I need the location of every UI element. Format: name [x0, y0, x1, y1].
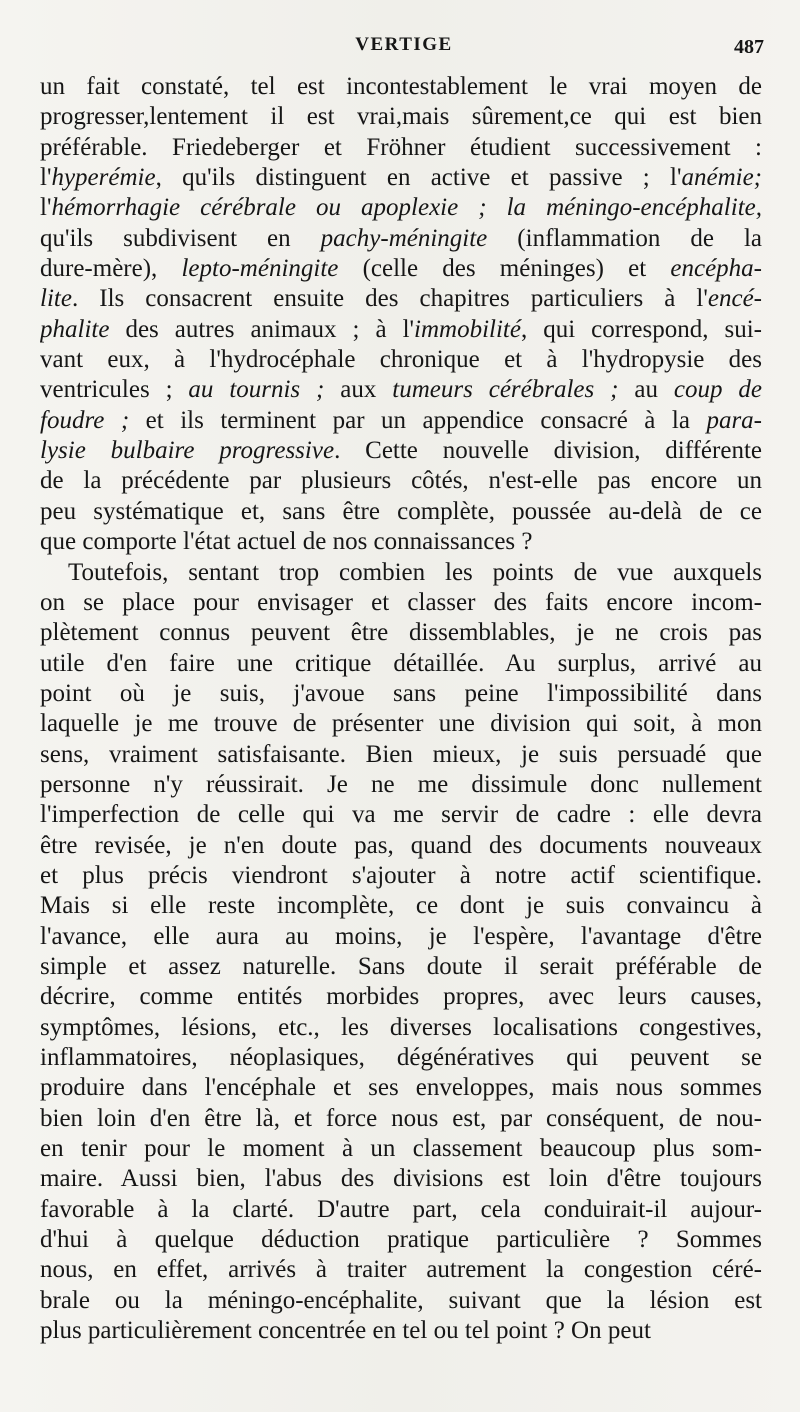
text-segment: point où je suis, j'avoue sans peine l'impossibilité dans: [40, 679, 762, 707]
text-segment: être revisée, je n'en doute pas, quand des documents nouveaux: [40, 831, 762, 859]
text-segment: . Cette nouvelle division, différente: [334, 437, 762, 465]
text-line: [40, 1073, 762, 1103]
text-segment: en tenir pour le moment à un classement beaucoup plus som-: [40, 1135, 762, 1163]
text-segment: Mais si elle reste incomplète, ce dont je suis convaincu à: [40, 892, 762, 920]
text-line: [40, 193, 762, 223]
text-segment: que comporte l'état actuel de nos connaissances ?: [40, 528, 533, 556]
text-line: [40, 1043, 762, 1073]
text-segment: au: [618, 376, 674, 404]
text-line: [40, 891, 762, 921]
text-segment: de la précédente par plusieurs côtés, n'est-elle pas encore un: [40, 467, 762, 495]
italic-text: foudre ;: [40, 406, 130, 434]
text-segment: sens, vraiment satisfaisante. Bien mieux, je suis persuadé que: [40, 740, 762, 768]
italic-text: tumeurs cérébrales ;: [392, 376, 619, 404]
italic-text: coup de: [673, 376, 762, 404]
text-line: [40, 800, 762, 830]
text-line: [40, 679, 762, 709]
text-line: [40, 102, 762, 132]
text-segment: . Ils consacrent ensuite des chapitres particuliers à l': [71, 285, 708, 313]
text-segment: laquelle je me trouve de présenter une division qui soit, à mon: [40, 710, 762, 738]
text-line: [40, 254, 762, 284]
running-title: VERTIGE: [355, 34, 453, 55]
text-line: [40, 72, 762, 102]
text-line: [40, 527, 762, 557]
italic-text: hémorrhagie cérébrale ou apoplexie ; la méningo-encéphalite,: [51, 194, 762, 222]
text-segment: (inflammation de la: [487, 224, 762, 252]
text-segment: simple et assez naturelle. Sans doute il serait préférable de: [40, 952, 762, 980]
text-line: [40, 163, 762, 193]
italic-text: encé-: [707, 285, 762, 313]
text-line: [40, 1255, 762, 1285]
text-segment: , qui correspond, sui-: [520, 315, 762, 343]
text-segment: l'avance, elle aura au moins, je l'espère, l'avantage d'être: [40, 922, 762, 950]
italic-text: lepto-méningite: [181, 255, 339, 283]
text-line: [40, 649, 762, 679]
text-line: [40, 1195, 762, 1225]
text-line: [40, 831, 762, 861]
text-segment: maire. Aussi bien, l'abus des divisions est loin d'être toujours: [40, 1165, 762, 1193]
text-segment: vant eux, à l'hydrocéphale chronique et à l'hydropysie des: [40, 346, 762, 374]
text-line: [40, 952, 762, 982]
text-segment: inflammatoires, néoplasiques, dégénératives qui peuvent se: [40, 1044, 762, 1071]
text-line: [40, 406, 762, 436]
text-segment: et plus précis viendront s'ajouter à notre actif scientifique.: [40, 861, 762, 889]
text-line: [40, 133, 762, 163]
text-line: [40, 1164, 762, 1194]
italic-text: para-: [706, 406, 762, 434]
text-line: [40, 375, 762, 405]
text-segment: aux: [324, 376, 393, 404]
text-segment: peu systématique et, sans être complète, poussée au-delà de ce: [40, 497, 762, 525]
text-segment: personne n'y réussirait. Je ne me dissimule donc nullement: [40, 770, 762, 798]
body-text: [40, 72, 762, 1346]
text-line: [40, 922, 762, 952]
text-segment: qu'ils subdivisent en: [40, 224, 321, 252]
text-segment: progresser,lentement il est vrai,mais sûrement,ce qui est bien: [40, 103, 762, 131]
text-segment: l': [40, 194, 52, 222]
text-segment: Toutefois, sentant trop combien les points de vue auxquels: [68, 558, 762, 586]
text-line: [40, 497, 762, 527]
page-number: 487: [734, 36, 764, 58]
text-segment: plus particulièrement concentrée en tel ou tel point ? On peut: [40, 1317, 651, 1345]
italic-text: phalite: [40, 315, 110, 343]
text-line: [40, 861, 762, 891]
text-segment: l': [40, 164, 52, 192]
text-line: [40, 224, 762, 254]
text-segment: symptômes, lésions, etc., les diverses localisations congestives,: [40, 1013, 762, 1041]
text-line: [40, 436, 762, 466]
text-line: [40, 588, 762, 618]
text-segment: bien loin d'en être là, et force nous est, par conséquent, de nou-: [40, 1104, 762, 1132]
text-segment: d'hui à quelque déduction pratique particulière ? Sommes: [40, 1226, 762, 1254]
text-line: [40, 770, 762, 800]
text-segment: ventricules ;: [40, 376, 189, 404]
italic-text: hyperémie: [51, 164, 156, 192]
text-segment: produire dans l'encéphale et ses enveloppes, mais nous sommes: [40, 1074, 762, 1102]
text-line: [40, 1225, 762, 1255]
italic-text: pachy-méningite: [320, 224, 488, 252]
text-line: [40, 709, 762, 739]
italic-text: lite: [40, 285, 72, 313]
text-line: [40, 1134, 762, 1164]
text-line: [40, 284, 762, 314]
text-segment: décrire, comme entités morbides propres, avec leurs causes,: [40, 983, 762, 1011]
text-segment: nous, en effet, arrivés à traiter autrement la congestion céré-: [40, 1256, 762, 1284]
italic-text: anémie;: [681, 164, 762, 192]
text-line: [40, 618, 762, 648]
text-segment: favorable à la clarté. D'autre part, cela conduirait-il aujour-: [40, 1195, 762, 1223]
text-segment: l'imperfection de celle qui va me servir de cadre : elle devra: [40, 801, 762, 829]
text-segment: un fait constaté, tel est incontestablement le vrai moyen de: [40, 73, 762, 100]
text-line: [40, 982, 762, 1012]
text-line: [40, 558, 762, 588]
text-segment: on se place pour envisager et classer des faits encore incom-: [40, 588, 762, 616]
text-line: [40, 1316, 762, 1346]
text-line: [40, 1286, 762, 1316]
text-line: [40, 1104, 762, 1134]
italic-text: encépha-: [670, 255, 762, 283]
text-segment: préférable. Friedeberger et Fröhner étudient successivement :: [40, 133, 762, 161]
running-head: [44, 34, 764, 58]
text-segment: et ils terminent par un appendice consacré à la: [129, 406, 707, 434]
text-line: [40, 466, 762, 496]
text-line: [40, 345, 762, 375]
text-line: [40, 315, 762, 345]
text-segment: brale ou la méningo-encéphalite, suivant que la lésion est: [40, 1286, 762, 1314]
italic-text: lysie bulbaire progressive: [40, 437, 335, 465]
text-segment: plètement connus peuvent être dissemblables, je ne crois pas: [40, 619, 762, 647]
text-line: [40, 1013, 762, 1043]
text-line: [40, 740, 762, 770]
italic-text: au tournis ;: [188, 376, 325, 404]
text-segment: des autres animaux ; à l': [109, 315, 415, 343]
italic-text: immobilité: [414, 315, 521, 343]
text-segment: (celle des méninges) et: [338, 255, 671, 283]
text-segment: dure-mère),: [40, 255, 182, 283]
text-segment: , qu'ils distinguent en active et passive ; l': [155, 164, 682, 192]
text-segment: utile d'en faire une critique détaillée. Au surplus, arrivé au: [40, 649, 762, 677]
